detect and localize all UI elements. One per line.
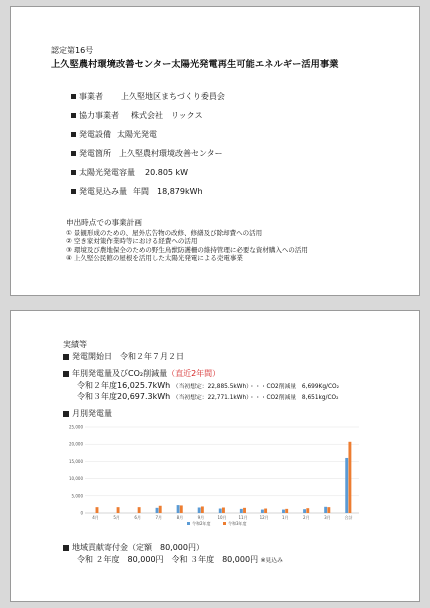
legend-swatch: [187, 522, 190, 525]
fact-value: 20.805 kW: [145, 168, 189, 177]
annual-row-detail: （当初想定：22,885.5kWh）・・・CO2削減量 6,699Kg/CO₂: [172, 384, 339, 390]
x-tick-label: 1月: [281, 515, 289, 520]
certification-number: 認定第16号: [51, 46, 94, 55]
bar: [303, 509, 306, 513]
annual-row-detail: （当初想定：22,771.1kWh）・・・CO2削減量 8,651kg/CO₂: [172, 395, 339, 401]
annual-row-r2: [77, 380, 339, 391]
bullet-square-icon: [63, 354, 69, 360]
annual-row-main: 令和２年度16,025.7kWh: [77, 381, 171, 390]
bullet-square-icon: [71, 189, 76, 194]
bar: [159, 506, 162, 513]
x-tick-label: 4月: [92, 515, 99, 520]
y-tick-label: 10,000: [69, 476, 83, 482]
results-slide: [10, 310, 420, 602]
fact-label: 太陽光発電容量: [79, 168, 135, 177]
plan-item: ④ 上久堅公民館の屋根を活用した太陽光発電による売電事業: [66, 254, 243, 263]
bullet-square-icon: [71, 170, 76, 175]
legend-label: 令和2年度: [192, 521, 211, 526]
monthly-generation-chart: [63, 421, 363, 533]
fact-label: 発電見込み量: [79, 187, 127, 196]
bar: [306, 508, 309, 513]
x-tick-label: 10月: [217, 515, 227, 520]
donation-row: [77, 554, 283, 565]
fact-label: 発電箇所: [79, 149, 111, 158]
bar: [285, 509, 288, 513]
x-tick-label: 2月: [303, 515, 310, 520]
plan-item: ① 景観形成のための、屋外広告物の改修、修繕及び除却費への活用: [66, 229, 263, 237]
bullet-square-icon: [63, 411, 69, 417]
start-date-text: 発電開始日 令和２年７月２日: [72, 352, 184, 361]
x-tick-label: 6月: [134, 515, 141, 520]
project-title: 上久堅農村環境改善センター太陽光発電再生可能エネルギー活用事業: [51, 59, 339, 70]
bar: [177, 505, 180, 513]
plan-heading: 申出時点での事業計画: [66, 218, 142, 227]
fact-equipment: [71, 125, 225, 144]
bar: [96, 507, 99, 513]
bullet-square-icon: [63, 371, 69, 377]
bullet-square-icon: [71, 94, 76, 99]
y-tick-label: 15,000: [69, 458, 83, 464]
bar: [261, 510, 264, 513]
results-heading: 実績等: [63, 340, 87, 349]
plan-item: ③ 環境及び農地保全のための野生鳥獣防護柵の維持管理に必要な資材購入への活用: [66, 245, 308, 254]
fact-operator: [71, 87, 225, 106]
bar: [222, 507, 225, 513]
donation-heading: 地域貢献寄付金（定額 80,000円）: [72, 543, 204, 552]
legend-swatch: [223, 522, 226, 525]
donation-heading-row: [63, 542, 204, 553]
fact-value: 太陽光発電: [117, 130, 157, 139]
annual-row-main: 令和３年度20,697.3kWh: [77, 392, 171, 401]
y-tick-label: 20,000: [69, 441, 83, 447]
x-tick-label: 7月: [155, 515, 163, 520]
bullet-square-icon: [63, 545, 69, 551]
x-tick-label: 合計: [344, 515, 353, 520]
bullet-square-icon: [71, 113, 76, 118]
bar: [243, 508, 246, 513]
fact-label: 事業者: [79, 92, 103, 101]
plan-item: ② 空き家対策作業時等における経費への活用: [66, 237, 198, 246]
monthly-heading-row: [63, 408, 112, 419]
bar: [324, 507, 327, 513]
bar: [180, 505, 183, 513]
annual-heading-note: （直近2年間）: [167, 369, 221, 378]
bar: [201, 506, 204, 513]
fact-partner: [71, 106, 225, 125]
fact-value: 年間 18,879kWh: [133, 187, 203, 196]
start-date-row: [63, 351, 184, 362]
donation-note: ※見込み: [260, 558, 283, 564]
fact-value: 株式会社 リックス: [131, 111, 203, 120]
bar: [117, 507, 120, 513]
bar: [138, 507, 141, 513]
bullet-square-icon: [71, 151, 76, 156]
plan-list: [66, 229, 308, 263]
bar: [240, 509, 243, 513]
fact-expected-output: [71, 182, 225, 201]
certification-slide: [10, 6, 420, 296]
fact-capacity: [71, 163, 225, 182]
bar: [345, 458, 348, 513]
monthly-heading: 月別発電量: [72, 409, 112, 418]
x-tick-label: 11月: [238, 515, 248, 520]
project-facts: [71, 87, 225, 201]
x-tick-label: 5月: [113, 515, 120, 520]
legend-label: 令和3年度: [228, 521, 247, 526]
bar: [264, 509, 267, 513]
x-tick-label: 9月: [197, 515, 205, 520]
x-tick-label: 12月: [259, 515, 269, 520]
bar: [156, 508, 159, 513]
x-tick-label: 8月: [176, 515, 184, 520]
bullet-square-icon: [71, 132, 76, 137]
bar: [219, 509, 222, 513]
annual-heading-row: [63, 368, 220, 379]
fact-label: 協力事業者: [79, 111, 119, 120]
fact-label: 発電設備: [79, 130, 111, 139]
fact-value: 上久堅地区まちづくり委員会: [121, 92, 225, 101]
bar: [198, 507, 201, 513]
annual-heading: 年別発電量及びCO₂削減量: [72, 369, 168, 378]
annual-row-r3: [77, 391, 338, 402]
fact-value: 上久堅農村環境改善センター: [119, 149, 223, 158]
bar: [282, 510, 285, 513]
y-tick-label: 0: [80, 510, 83, 516]
y-tick-label: 25,000: [69, 424, 83, 430]
x-tick-label: 3月: [324, 515, 331, 520]
donation-amounts: 令和 ２年度 80,000円 令和 ３年度 80,000円: [77, 555, 259, 564]
bar: [348, 442, 351, 513]
y-tick-label: 5,000: [71, 493, 83, 499]
bar: [327, 507, 330, 513]
fact-location: [71, 144, 225, 163]
